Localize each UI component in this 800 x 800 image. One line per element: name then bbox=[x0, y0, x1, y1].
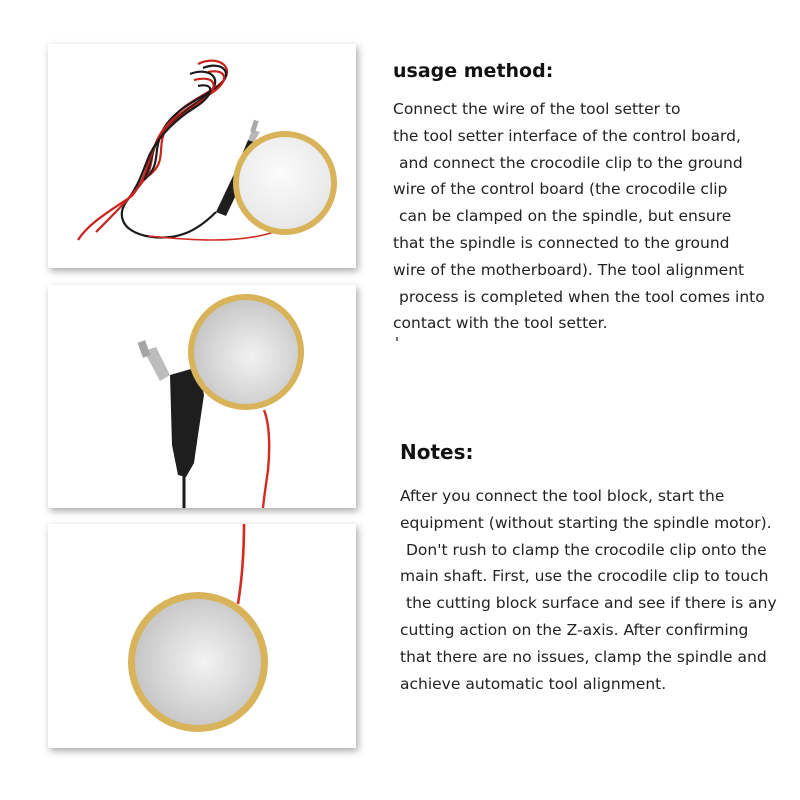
notes-line-8: achieve automatic tool alignment. bbox=[400, 674, 667, 693]
notes-line-2: equipment (without starting the spindle motor). bbox=[400, 513, 772, 532]
photo-tool-setter-disc-closeup bbox=[48, 524, 356, 748]
notes-line-3: Don't rush to clamp the crocodile clip onto the bbox=[406, 540, 767, 559]
photo-tool-setter-with-clip bbox=[48, 285, 356, 508]
notes-line-7: that there are no issues, clamp the spindle and bbox=[400, 647, 767, 666]
photo-coiled-cable-tool-setter bbox=[48, 44, 356, 268]
usage-line-2: the tool setter interface of the control board, bbox=[393, 126, 741, 145]
usage-method-heading: usage method: bbox=[393, 60, 554, 82]
usage-line-9: contact with the tool setter. bbox=[393, 314, 608, 333]
tool-setter-clip-image bbox=[48, 285, 356, 508]
notes-line-6: cutting action on the Z-axis. After confirming bbox=[400, 620, 749, 639]
tool-setter-disc-image bbox=[48, 524, 356, 748]
notes-line-5: the cutting block surface and see if there is any bbox=[406, 594, 777, 613]
usage-line-6: that the spindle is connected to the ground bbox=[393, 233, 730, 252]
stray-mark bbox=[396, 337, 398, 341]
usage-line-5: can be clamped on the spindle, but ensure bbox=[399, 207, 732, 226]
usage-line-7: wire of the motherboard). The tool alignment bbox=[393, 260, 745, 279]
notes-text bbox=[400, 483, 796, 697]
usage-line-8: process is completed when the tool comes into bbox=[399, 287, 765, 306]
tool-setter-coiled-image bbox=[48, 44, 356, 268]
notes-line-4: main shaft. First, use the crocodile clip to touch bbox=[400, 567, 769, 586]
usage-line-4: wire of the control board (the crocodile clip bbox=[393, 180, 728, 199]
notes-line-1: After you connect the tool block, start the bbox=[400, 487, 725, 505]
notes-heading: Notes: bbox=[400, 440, 474, 464]
usage-line-1: Connect the wire of the tool setter to bbox=[393, 100, 681, 118]
usage-line-3: and connect the crocodile clip to the ground bbox=[399, 153, 743, 172]
usage-method-text bbox=[393, 96, 793, 337]
